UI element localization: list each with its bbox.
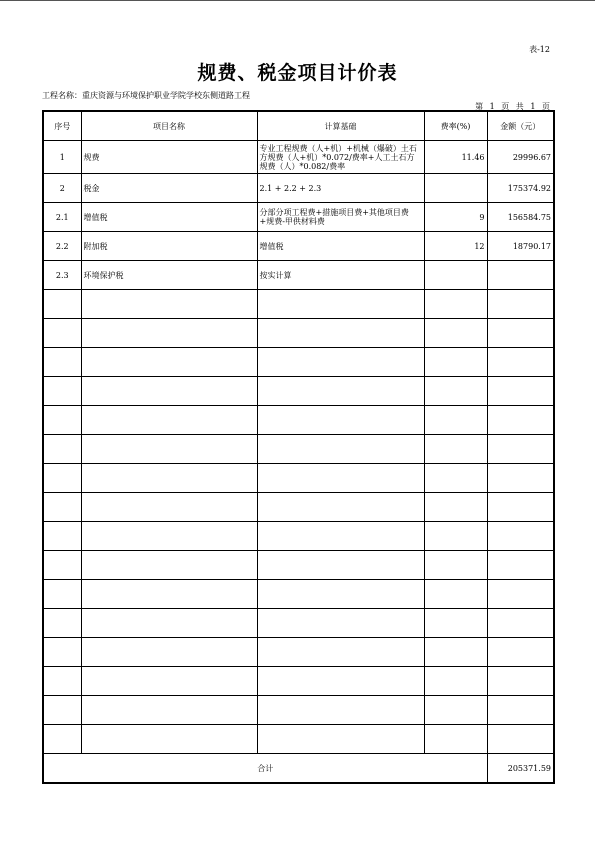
table-row [43,232,554,261]
empty-cell [43,551,81,580]
cell-rate: 12 [424,232,487,261]
empty-cell [43,464,81,493]
page-indicator: 第 1 页 共 1 页 [475,102,550,111]
empty-cell [43,696,81,725]
cell-seq: 1 [43,141,81,174]
empty-cell [424,667,487,696]
col-header-seq: 序号 [43,111,81,141]
empty-row [43,580,554,609]
empty-cell [257,290,424,319]
empty-cell [487,493,554,522]
cell-seq: 2.1 [43,203,81,232]
cell-name: 附加税 [81,232,257,261]
empty-cell [424,464,487,493]
cell-basis: 2.1 + 2.2 + 2.3 [257,174,424,203]
empty-row [43,464,554,493]
cell-basis: 按实计算 [257,261,424,290]
cell-amount [487,261,554,290]
empty-cell [257,522,424,551]
cell-amount: 18790.17 [487,232,554,261]
cell-amount: 29996.67 [487,141,554,174]
total-amount: 205371.59 [487,754,554,784]
empty-row [43,493,554,522]
empty-cell [43,725,81,754]
col-header-name: 项目名称 [81,111,257,141]
empty-cell [257,638,424,667]
empty-cell [487,522,554,551]
empty-cell [81,319,257,348]
cell-rate: 9 [424,203,487,232]
empty-cell [257,406,424,435]
empty-cell [257,725,424,754]
empty-cell [43,580,81,609]
empty-row [43,667,554,696]
cell-basis: 分部分项工程费+措施项目费+其他项目费+规费-甲供材料费 [257,203,424,232]
empty-cell [81,290,257,319]
empty-cell [424,348,487,377]
cell-seq: 2.2 [43,232,81,261]
page-top-rule [0,0,595,1]
col-header-rate: 费率(%) [424,111,487,141]
empty-cell [257,377,424,406]
empty-cell [257,580,424,609]
empty-row [43,377,554,406]
empty-cell [81,522,257,551]
cell-seq: 2 [43,174,81,203]
empty-cell [43,522,81,551]
empty-cell [43,435,81,464]
table-row [43,174,554,203]
empty-cell [257,435,424,464]
empty-cell [81,551,257,580]
blank-rows [43,290,554,754]
empty-row [43,696,554,725]
empty-cell [424,725,487,754]
empty-cell [424,522,487,551]
empty-cell [487,667,554,696]
empty-cell [487,551,554,580]
cell-name: 税金 [81,174,257,203]
empty-cell [424,580,487,609]
cell-rate: 11.46 [424,141,487,174]
table-header-row [43,111,554,141]
total-row [43,754,554,784]
empty-cell [81,667,257,696]
empty-cell [81,638,257,667]
empty-cell [424,377,487,406]
empty-cell [81,348,257,377]
total-label: 合计 [43,754,487,784]
empty-cell [424,551,487,580]
empty-cell [43,667,81,696]
page-title: 规费、税金项目计价表 [197,62,398,84]
empty-cell [43,377,81,406]
empty-row [43,551,554,580]
empty-cell [424,435,487,464]
empty-cell [81,435,257,464]
empty-row [43,725,554,754]
empty-cell [424,638,487,667]
empty-cell [487,696,554,725]
empty-cell [487,609,554,638]
empty-row [43,638,554,667]
empty-cell [81,580,257,609]
empty-cell [257,464,424,493]
table-row [43,141,554,174]
empty-row [43,319,554,348]
cell-name: 规费 [81,141,257,174]
empty-cell [257,493,424,522]
empty-cell [487,406,554,435]
empty-cell [424,406,487,435]
empty-row [43,435,554,464]
table-row [43,261,554,290]
col-header-basis: 计算基础 [257,111,424,141]
cell-name: 环境保护税 [81,261,257,290]
cell-amount: 175374.92 [487,174,554,203]
empty-cell [487,435,554,464]
empty-cell [424,319,487,348]
empty-cell [43,609,81,638]
empty-cell [487,725,554,754]
empty-cell [43,638,81,667]
project-name: 工程名称：重庆资源与环境保护职业学院学校东侧道路工程 [42,91,250,100]
empty-cell [487,638,554,667]
empty-cell [81,464,257,493]
empty-cell [487,580,554,609]
empty-cell [257,551,424,580]
empty-row [43,522,554,551]
empty-cell [424,290,487,319]
empty-cell [81,377,257,406]
col-header-amount: 金额（元） [487,111,554,141]
empty-row [43,406,554,435]
empty-cell [257,667,424,696]
cell-rate [424,174,487,203]
form-number: 表-12 [529,45,550,54]
empty-cell [487,319,554,348]
fee-tax-table [42,110,555,784]
empty-row [43,290,554,319]
empty-row [43,348,554,377]
empty-cell [487,348,554,377]
empty-cell [81,406,257,435]
empty-cell [43,319,81,348]
empty-cell [257,696,424,725]
empty-cell [424,696,487,725]
empty-cell [43,406,81,435]
cell-basis: 增值税 [257,232,424,261]
empty-cell [487,464,554,493]
empty-cell [257,609,424,638]
empty-cell [81,725,257,754]
empty-cell [43,290,81,319]
table-row [43,203,554,232]
empty-cell [81,493,257,522]
empty-cell [81,696,257,725]
cell-rate [424,261,487,290]
empty-cell [424,493,487,522]
empty-cell [43,493,81,522]
cell-name: 增值税 [81,203,257,232]
empty-row [43,609,554,638]
empty-cell [43,348,81,377]
empty-cell [257,319,424,348]
cell-basis: 专业工程规费（人+机）+机械（爆破）土石方规费（人+机）*0.072/费率+人工土石方规费（人）*0.082/费率 [257,141,424,174]
cell-seq: 2.3 [43,261,81,290]
empty-cell [487,290,554,319]
empty-cell [487,377,554,406]
empty-cell [81,609,257,638]
empty-cell [257,348,424,377]
empty-cell [424,609,487,638]
cell-amount: 156584.75 [487,203,554,232]
